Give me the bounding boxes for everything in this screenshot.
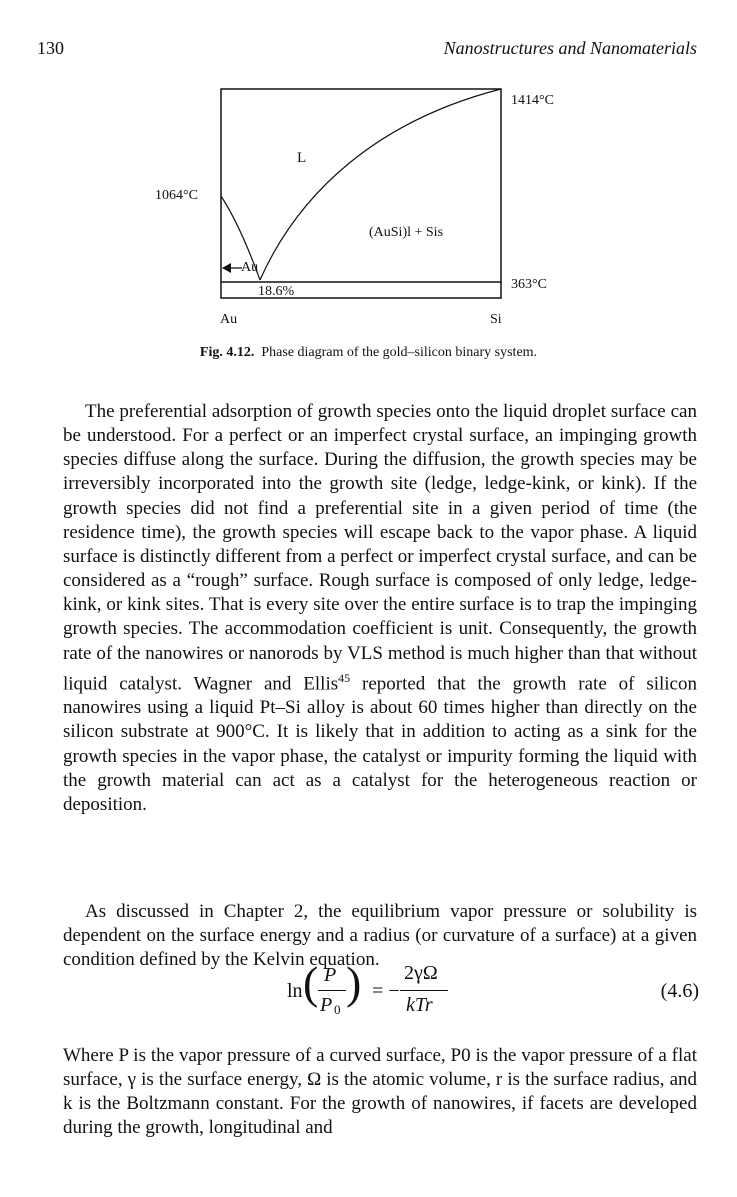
caption-text: Phase diagram of the gold–silicon binary system. [261, 345, 538, 360]
eq-p0-sub: 0 [334, 1002, 341, 1017]
label-x-si: Si [490, 312, 502, 327]
phase-diagram [0, 0, 737, 340]
eq-frac-line-2 [400, 990, 448, 991]
label-si-melting: 1414°C [511, 93, 554, 108]
eq-numerator: 2γΩ [404, 962, 438, 984]
diagram-frame [221, 89, 501, 298]
eq-p-num: P [324, 964, 337, 986]
label-two-phase: (AuSi)l + Sis [369, 225, 444, 240]
eq-paren-close: ) [346, 957, 362, 1008]
au-arrow-head [222, 263, 231, 273]
body-paragraph-2: As discussed in Chapter 2, the equilibrium vapor pressure or solubility is dependent on the surface energy and a radius (or curvature of a surface) at a given condition defined by the Kelvin equation. [63, 901, 697, 971]
eq-frac-line-1 [318, 990, 346, 991]
label-x-au: Au [220, 312, 238, 327]
page-number: 130 [37, 38, 64, 58]
running-title: Nanostructures and Nanomaterials [443, 38, 697, 58]
label-eutectic-temp: 363°C [511, 277, 547, 292]
label-eutectic-composition: 18.6% [258, 284, 295, 299]
eq-equals-minus: = − [372, 980, 400, 1002]
phase-diagram-figure [0, 0, 737, 340]
citation-superscript: 45 [338, 670, 351, 685]
eq-p0-den: P [320, 994, 333, 1016]
liquidus-si-curve [260, 89, 501, 280]
eq-denominator: kTr [406, 994, 433, 1016]
para1-text: The preferential adsorption of growth species onto the liquid droplet surface can be understood. For a perfect or an imperfect crystal surface, an impinging growth species diffuse along the surface. During the diffusion, the growth species may be irreversibly incorporated into the growth site (ledge, ledge-kink, or kink). If the growth species did not find a preferential site in a given period of time (the residence time), the growth species will escape back to the vapor phase. A liquid surface is distinctly different from a perfect or imperfect crystal surface, and can be considered as a “rough” surface. Rough surface is composed of only ledge, ledge-kink, or kink sites. That is every site over the entire surface is to trap the impinging growth species. The accommodation coefficient is unit. Consequently, the growth rate of the nanowires or nanorods by VLS method is much higher than that without liquid catalyst. Wagner and Ellis [63, 401, 697, 695]
eq-ln: ln [287, 980, 303, 1002]
label-au-melting: 1064°C [155, 188, 198, 203]
label-au-phase: Au [241, 260, 259, 275]
kelvin-equation [0, 956, 737, 1036]
body-paragraph-1 [63, 400, 697, 817]
figure-caption [0, 345, 737, 361]
equation-number: (4.6) [660, 980, 699, 1002]
caption-label: Fig. 4.12. [199, 345, 255, 360]
body-paragraph-3: Where P is the vapor pressure of a curved surface, P0 is the vapor pressure of a flat surface, γ is the surface energy, Ω is the atomic volume, r is the surface radius, and k is the Boltzmann constant. For the growth of nanowires, if facets are developed during the growth, longitudinal and [63, 1045, 697, 1139]
para1-text-rest: reported that the growth rate of silicon nanowires using a liquid Pt–Si alloy is about 60 times higher than directly on the silicon substrate at 900°C. It is likely that in addition to acting as a sink for the growth species in the vapor phase, the catalyst or impurity forming the liquid with the growth material can act as a catalyst for the heterogeneous reaction or deposition. [63, 673, 697, 815]
eq-paren-open: ( [303, 957, 319, 1008]
label-liquid: L [297, 150, 307, 166]
